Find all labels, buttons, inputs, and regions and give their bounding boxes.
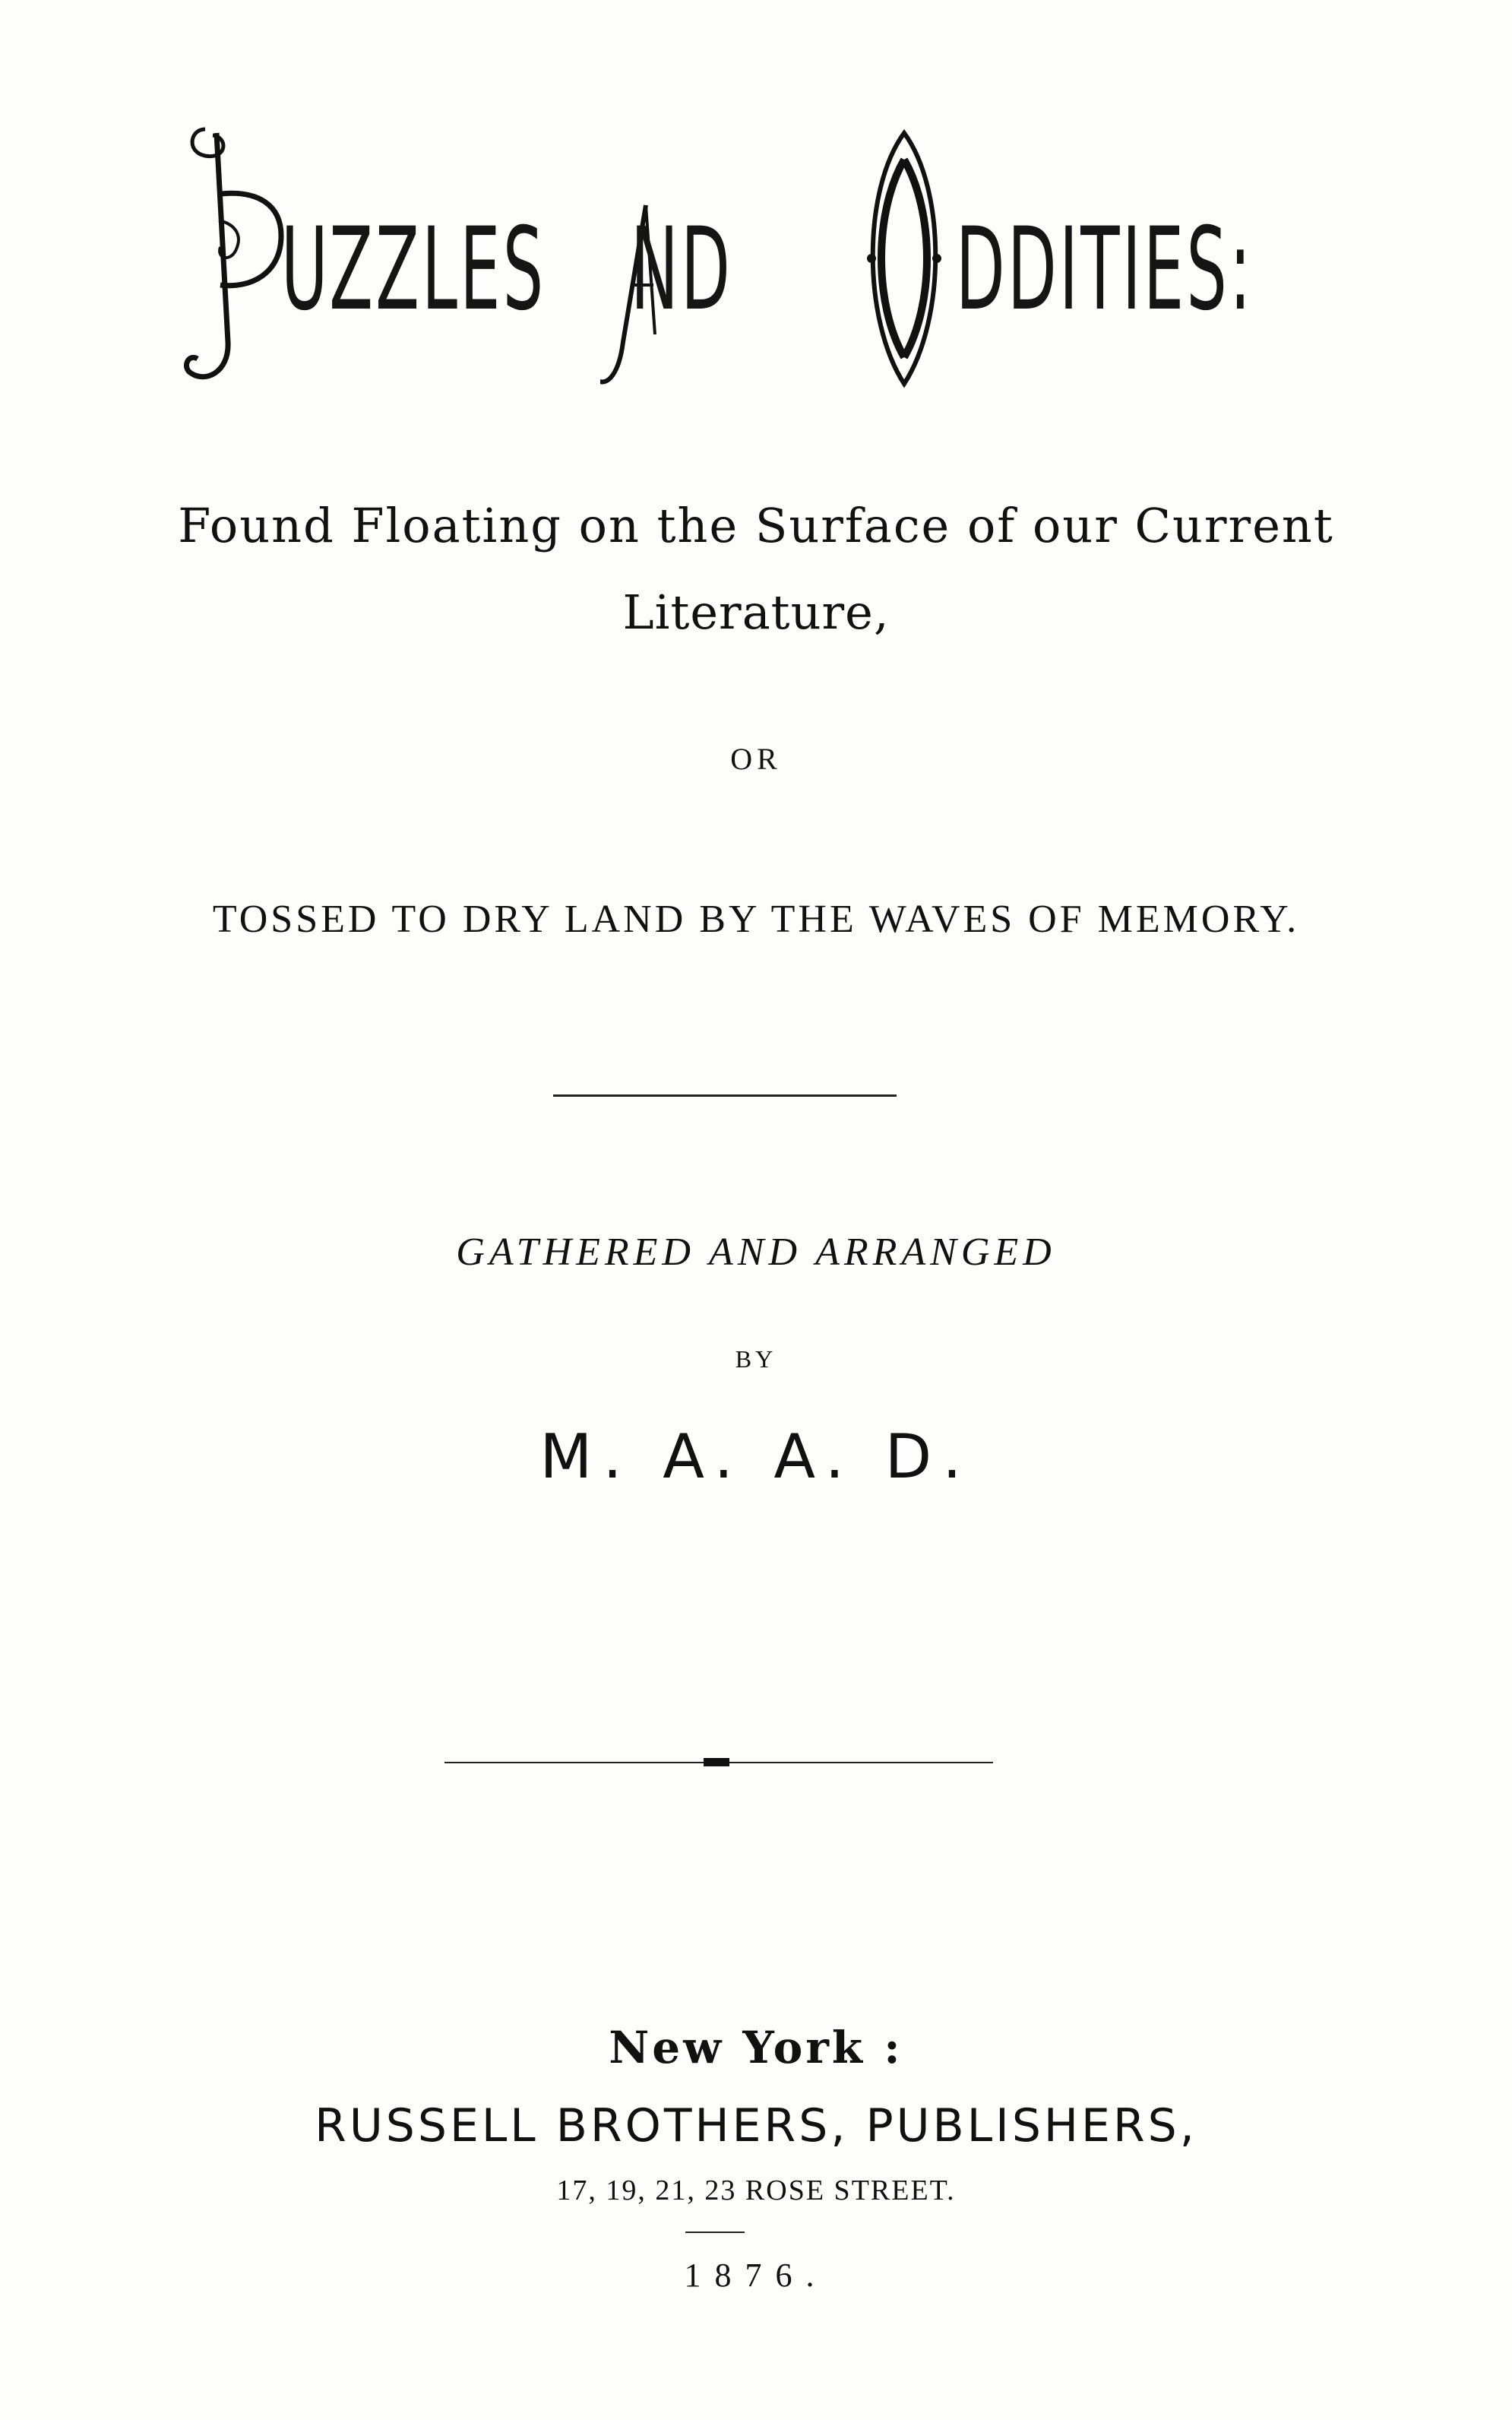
title-word-and: ND <box>631 204 733 336</box>
divider-center-ornament <box>704 1758 729 1766</box>
author-initials: M. A. A. D. <box>539 1421 973 1492</box>
imprint-publisher: RUSSELL BROTHERS, PUBLISHERS, <box>315 2099 1197 2152</box>
title-word-puzzles: UZZLES <box>281 204 546 336</box>
imprint-city: New York : <box>609 2022 903 2073</box>
title-word-oddities: DDITIES: <box>956 204 1254 336</box>
ornate-p-drop-cap <box>175 122 289 395</box>
alternate-subtitle: TOSSED TO DRY LAND BY THE WAVES OF MEMORY. <box>212 898 1300 941</box>
or-connector: OR <box>730 742 782 776</box>
subtitle-line-1: Found Floating on the Surface of our Current <box>178 498 1334 553</box>
main-title <box>0 122 1512 403</box>
divider-rule-upper <box>553 1094 897 1097</box>
imprint-address: 17, 19, 21, 23 ROSE STREET. <box>556 2175 956 2206</box>
ornate-o-lozenge <box>847 129 961 388</box>
year-rule <box>685 2232 745 2233</box>
by-label: BY <box>735 1345 777 1373</box>
subtitle-line-2: Literature, <box>622 584 890 640</box>
gathered-and-arranged: GATHERED AND ARRANGED <box>456 1231 1056 1274</box>
publication-year: 1876. <box>684 2257 828 2294</box>
